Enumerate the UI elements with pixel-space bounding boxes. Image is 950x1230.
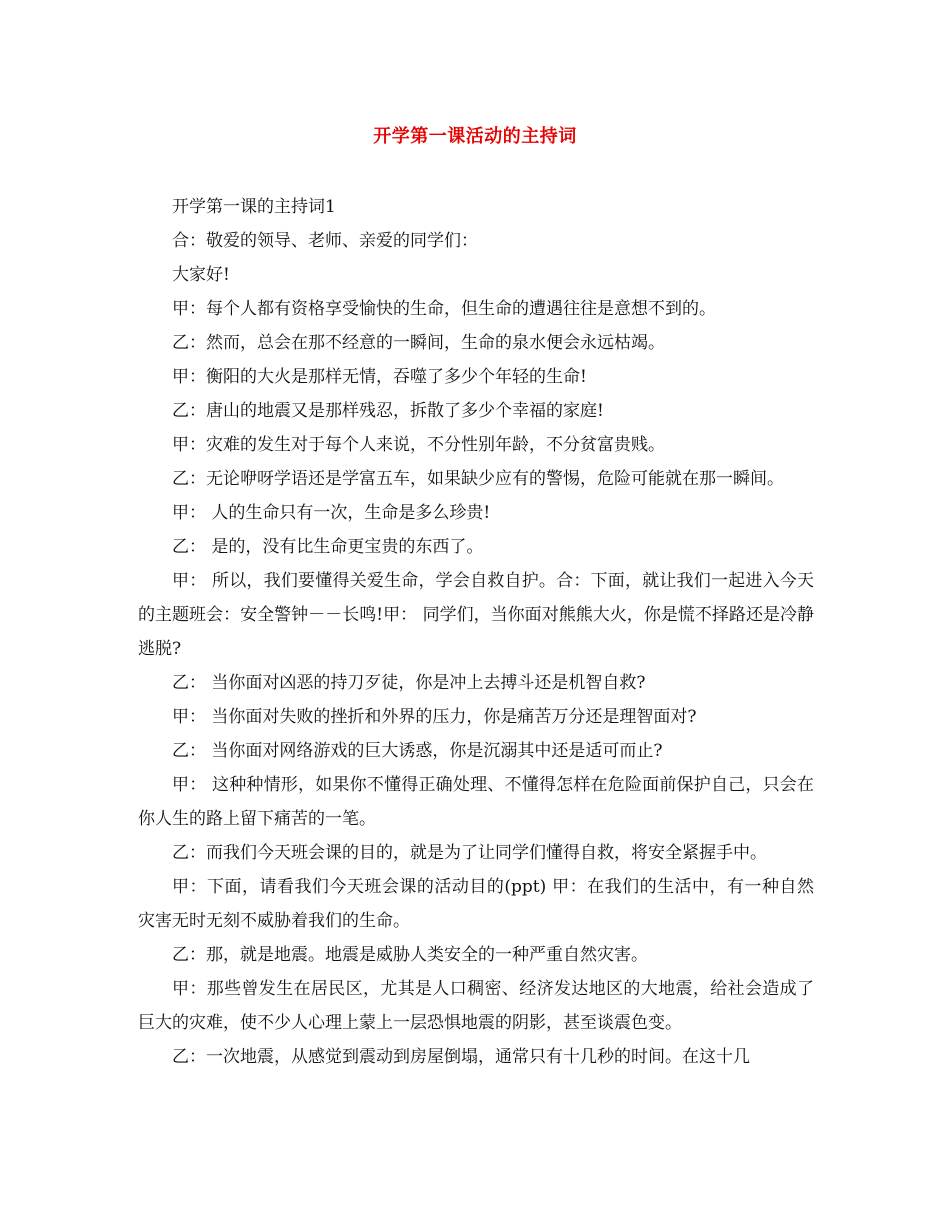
paragraph: 甲：下面，请看我们今天班会课的活动目的(ppt) 甲：在我们的生活中，有一种自然灾害无时无刻不威胁着我们的生命。 (138, 877, 814, 931)
paragraph: 甲：每个人都有资格享受愉快的生命，但生命的遭遇往往是意想不到的。 (172, 299, 716, 319)
paragraph: 乙：一次地震，从感觉到震动到房屋倒塌，通常只有十几秒的时间。在这十几 (172, 1047, 750, 1067)
paragraph: 甲：灾难的发生对于每个人来说，不分性别年龄，不分贫富贵贱。 (172, 435, 665, 455)
paragraph: 甲： 所以，我们要懂得关爱生命，学会自救自护。合：下面，就让我们一起进入今天的主题班会：安全警钟－－长鸣!甲： 同学们，当你面对熊熊大火，你是慌不择路还是冷静逃脱? (138, 571, 814, 659)
paragraph: 乙： 是的，没有比生命更宝贵的东西了。 (172, 537, 484, 557)
paragraph: 甲：衡阳的大火是那样无情，吞噬了多少个年轻的生命! (172, 367, 587, 387)
paragraph: 乙： 当你面对凶恶的持刀歹徒，你是冲上去搏斗还是机智自救? (172, 673, 646, 693)
document-title: 开学第一课活动的主持词 (373, 126, 577, 147)
paragraph: 甲： 当你面对失败的挫折和外界的压力，你是痛苦万分还是理智面对? (172, 707, 697, 727)
paragraph: 甲：那些曾发生在居民区，尤其是人口稠密、经济发达地区的大地震，给社会造成了巨大的灾难，使不少人心理上蒙上一层恐惧地震的阴影，甚至谈震色变。 (138, 979, 814, 1033)
paragraph: 乙：无论咿呀学语还是学富五车，如果缺少应有的警惕，危险可能就在那一瞬间。 (172, 469, 784, 489)
paragraph: 乙：那，就是地震。地震是威胁人类安全的一种严重自然灾害。 (172, 945, 648, 965)
paragraph: 乙： 当你面对网络游戏的巨大诱惑，你是沉溺其中还是适可而止? (172, 741, 663, 761)
paragraph: 甲： 这种种情形，如果你不懂得正确处理、不懂得怎样在危险面前保护自己，只会在你人生的路上留下痛苦的一笔。 (138, 775, 814, 829)
paragraph: 大家好! (172, 265, 230, 285)
paragraph: 乙：而我们今天班会课的目的，就是为了让同学们懂得自救，将安全紧握手中。 (172, 843, 767, 863)
paragraph: 甲： 人的生命只有一次，生命是多么珍贵! (172, 503, 491, 523)
paragraph: 合：敬爱的领导、老师、亲爱的同学们： (172, 231, 478, 251)
paragraph: 开学第一课的主持词1 (172, 197, 336, 217)
paragraph: 乙：然而，总会在那不经意的一瞬间，生命的泉水便会永远枯竭。 (172, 333, 665, 353)
paragraph: 乙：唐山的地震又是那样残忍，拆散了多少个幸福的家庭! (172, 401, 604, 421)
document-body (138, 190, 814, 1074)
